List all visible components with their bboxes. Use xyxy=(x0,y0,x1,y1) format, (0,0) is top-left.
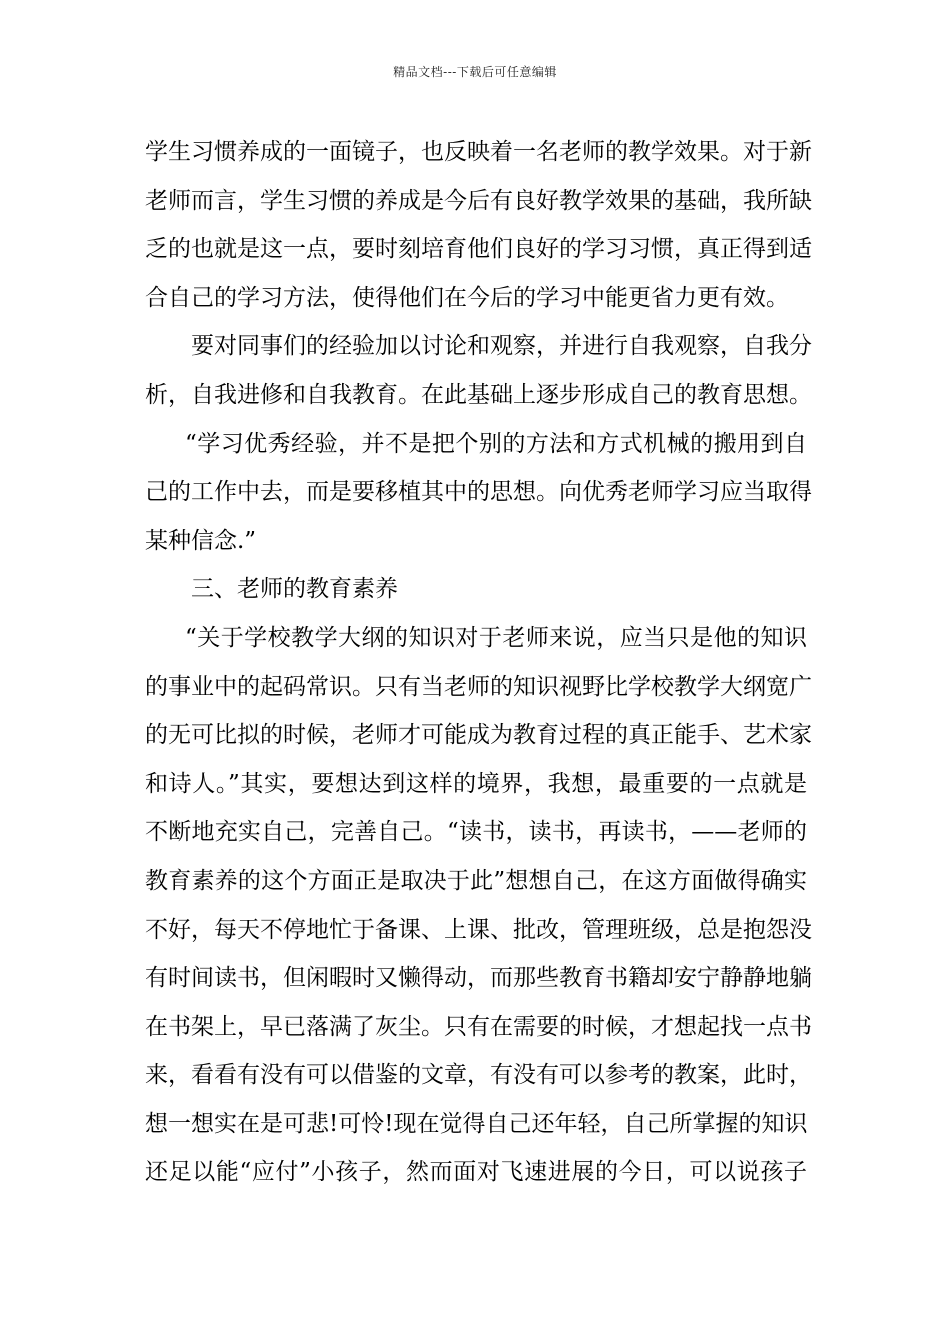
text-line: 不断地充实自己，完善自己。“读书，读书，再读书，——老师的 xyxy=(145,819,807,846)
text-line: 的事业中的起码常识。只有当老师的知识视野比学校教学大纲宽广 xyxy=(145,673,812,700)
text-line: 学生习惯养成的一面镜子，也反映着一名老师的教学效果。对于新 xyxy=(145,139,812,165)
text-line: 教育素养的这个方面正是取决于此”想想自己，在这方面做得确实 xyxy=(145,867,807,894)
text-line: 有时间读书，但闲暇时又懒得动，而那些教育书籍却安宁静静地躺 xyxy=(145,965,812,992)
text-line: “关于学校教学大纲的知识对于老师来说，应当只是他的知识 xyxy=(185,624,807,651)
text-line: 的无可比拟的时候，老师才可能成为教育过程的真正能手、艺术家 xyxy=(145,722,812,749)
text-line: 某种信念.” xyxy=(145,527,257,554)
text-line: 析，自我进修和自我教育。在此基础上逐步形成自己的教育思想。 xyxy=(145,381,812,408)
document-body xyxy=(145,128,812,1197)
paragraph-first-line xyxy=(145,420,807,469)
paragraph-first-line xyxy=(145,614,807,663)
section-heading xyxy=(145,565,807,614)
text-line: 乏的也就是这一点，要时刻培育他们良好的学习习惯，真正得到适 xyxy=(145,236,812,263)
text-line: 还足以能“应付”小孩子，然而面对飞速进展的今日，可以说孩子 xyxy=(145,1159,807,1186)
text-line: 和诗人。”其实，要想达到这样的境界，我想，最重要的一点就是 xyxy=(145,770,807,797)
text-line: “学习优秀经验，并不是把个别的方法和方式机械的搬用到自 xyxy=(185,430,807,457)
section-heading-text: 三、老师的教育素养 xyxy=(191,576,398,603)
text-line: 想一想实在是可悲!可怜!现在觉得自己还年轻，自己所掌握的知识 xyxy=(145,1110,808,1137)
text-line: 在书架上，早已落满了灰尘。只有在需要的时候，才想起找一点书 xyxy=(145,1013,812,1040)
text-line: 己的工作中去，而是要移植其中的思想。向优秀老师学习应当取得 xyxy=(145,479,812,506)
text-line: 不好，每天不停地忙于备课、上课、批改，管理班级，总是抱怨没 xyxy=(145,916,812,943)
text-line: 合自己的学习方法，使得他们在今后的学习中能更省力更有效。 xyxy=(145,284,789,311)
text-line: 来，看看有没有可以借鉴的文章，有没有可以参考的教案，此时， xyxy=(145,1062,812,1089)
text-line: 要对同事们的经验加以讨论和观察，并进行自我观察，自我分 xyxy=(191,333,812,360)
page-header: 精品文档---下载后可任意编辑 xyxy=(393,65,557,79)
text-line: 老师而言，学生习惯的养成是今后有良好教学效果的基础，我所缺 xyxy=(145,187,812,214)
paragraph-first-line xyxy=(145,322,812,371)
